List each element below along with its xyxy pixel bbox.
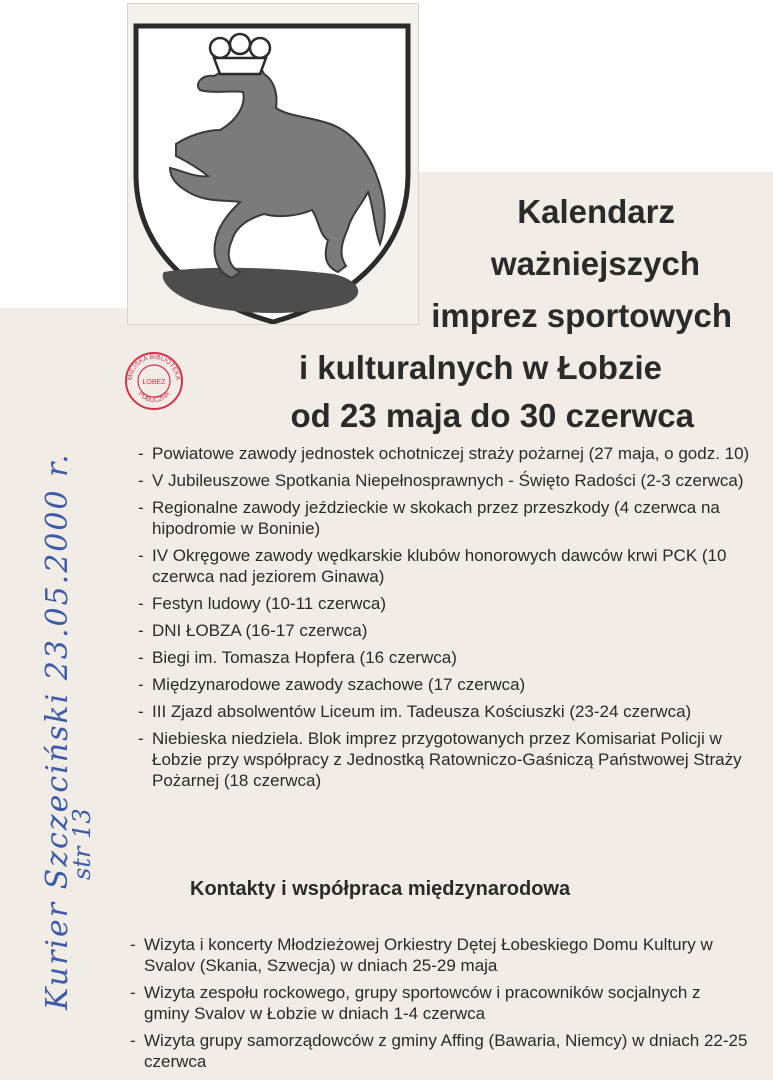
title-line-2: ważniejszych	[490, 245, 700, 282]
contact-text: Wizyta zespołu rockowego, grupy sportowców i pracowników socjalnych z gminy Svalov w Łobzie w dniach 1-4 czerwca	[144, 983, 701, 1023]
list-item	[138, 545, 750, 587]
event-text: Festyn ludowy (10-11 czerwca)	[152, 594, 386, 613]
list-dash: -	[138, 621, 144, 640]
contacts-list	[130, 934, 750, 1078]
svg-text:PUBLICZNA	[137, 390, 172, 404]
library-stamp	[123, 350, 185, 412]
list-item	[138, 701, 750, 722]
list-dash: -	[138, 675, 144, 694]
title-line-3: imprez sportowych	[431, 297, 732, 334]
lobez-coat-of-arms	[128, 4, 418, 324]
stamp-text-center: ŁOBEZ	[142, 379, 166, 386]
list-item	[130, 1030, 750, 1072]
list-item	[138, 620, 750, 641]
event-text: Regionalne zawody jeździeckie w skokach przez przeszkody (4 czerwca na hipodromie w Boninie)	[152, 498, 720, 538]
list-dash: -	[130, 935, 136, 954]
event-text: Powiatowe zawody jednostek ochotniczej straży pożarnej (27 maja, o godz. 10)	[152, 444, 750, 463]
title-line-1: Kalendarz	[517, 193, 675, 230]
list-item	[138, 497, 750, 539]
event-text: Międzynarodowe zawody szachowe (17 czerwca)	[152, 675, 526, 694]
list-item	[138, 443, 750, 464]
event-text: III Zjazd absolwentów Liceum im. Tadeusza Kościuszki (23-24 czerwca)	[152, 702, 692, 721]
contact-text: Wizyta grupy samorządowców z gminy Affing (Bawaria, Niemcy) w dniach 22-25 czerwca	[144, 1031, 748, 1071]
list-dash: -	[138, 444, 144, 463]
list-dash: -	[138, 702, 144, 721]
list-dash: -	[138, 729, 144, 748]
list-dash: -	[138, 471, 144, 490]
list-item	[138, 593, 750, 614]
list-dash: -	[138, 648, 144, 667]
event-text: Niebieska niedziela. Blok imprez przygotowanych przez Komisariat Policji w Łobzie przy współpracy z Jednostką Ratowniczo-Gaśniczą Państwowej Straży Pożarnej (18 czerwca)	[152, 729, 742, 790]
list-dash: -	[130, 983, 136, 1002]
list-item	[138, 674, 750, 695]
stamp-text-bottom: PUBLICZNA	[136, 390, 172, 405]
handwritten-page-note: str 13	[68, 808, 96, 880]
event-text: DNI ŁOBZA (16-17 czerwca)	[152, 621, 368, 640]
title-line-5: od 23 maja do 30 czerwca	[290, 397, 694, 434]
list-dash: -	[138, 594, 144, 613]
list-item	[138, 647, 750, 668]
svg-text:MIEJSKA BIBLIOTEKA	[127, 354, 181, 381]
list-item	[130, 982, 750, 1024]
list-item	[130, 934, 750, 976]
list-dash: -	[138, 546, 144, 565]
handwritten-source-note: Kurier Szczeciński 23.05.2000 r.	[40, 452, 75, 1010]
list-item	[138, 470, 750, 491]
contact-text: Wizyta i koncerty Młodzieżowej Orkiestry Dętej Łobeskiego Domu Kultury w Svalov (Skania, Szwecja) w dniach 25-29 maja	[144, 935, 713, 975]
section-heading: Kontakty i współpraca międzynarodowa	[190, 878, 571, 900]
list-item	[138, 728, 750, 791]
events-list	[138, 443, 750, 797]
stamp-text-top: MIEJSKA BIBLIOTEKA	[126, 353, 182, 381]
event-text: V Jubileuszowe Spotkania Niepełnosprawnych - Święto Radości (2-3 czerwca)	[152, 471, 744, 490]
list-dash: -	[130, 1031, 136, 1050]
list-dash: -	[138, 498, 144, 517]
event-text: Biegi im. Tomasza Hopfera (16 czerwca)	[152, 648, 457, 667]
title-line-4: i kulturalnych w Łobzie	[298, 349, 662, 386]
event-text: IV Okręgowe zawody wędkarskie klubów honorowych dawców krwi PCK (10 czerwca nad jeziorem Ginawa)	[152, 546, 727, 586]
